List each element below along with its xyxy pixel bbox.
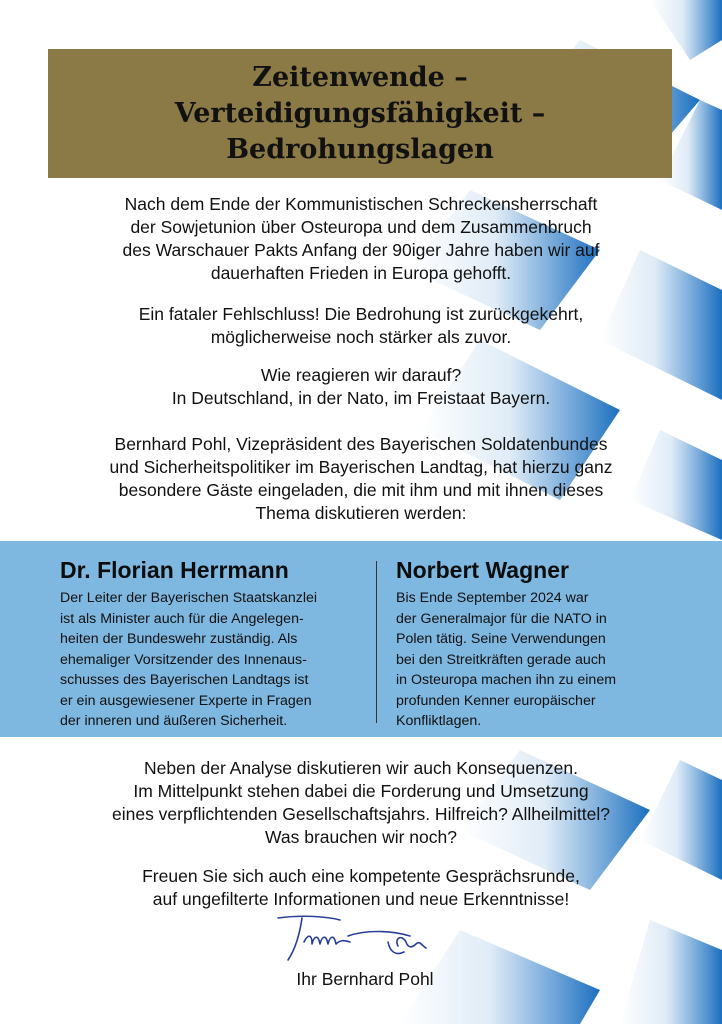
outro-paragraph-1	[40, 757, 682, 849]
bio-line: er ein ausgewiesener Experte in Fragen	[60, 692, 312, 709]
text-line: und Sicherheitspolitiker im Bayerischen Landtag, hat hierzu ganz	[109, 457, 613, 477]
text-line: dauerhaften Frieden in Europa gehofft.	[210, 263, 512, 283]
text-line: auf ungefilterte Informationen und neue Erkenntnisse!	[152, 889, 570, 909]
bio-line: Konfliktlagen.	[396, 713, 482, 729]
bio-line: der Generalmajor für die NATO in	[396, 610, 607, 627]
text-line: des Warschauer Pakts Anfang der 90iger Jahre haben wir auf	[122, 240, 600, 260]
intro-paragraph-2	[40, 303, 682, 349]
title-line: Zeitenwende –	[252, 61, 468, 93]
signoff: Ihr Bernhard Pohl	[296, 969, 434, 989]
guest-card	[396, 555, 696, 732]
text-line: Nach dem Ende der Kommunistischen Schreckensherrschaft	[124, 194, 598, 214]
text-line: besondere Gäste eingeladen, die mit ihm und mit ihnen dieses	[118, 480, 604, 500]
title-box	[48, 49, 672, 178]
text-line: Wie reagieren wir darauf?	[260, 365, 462, 385]
text-line: Thema diskutieren werden:	[255, 503, 467, 523]
text-line: Bernhard Pohl, Vizepräsident des Bayerischen Soldatenbundes	[114, 434, 608, 454]
column-divider	[376, 561, 377, 723]
title-line: Verteidigungsfähigkeit –	[174, 97, 546, 129]
signature-image	[270, 912, 440, 964]
guest-bio	[60, 588, 370, 732]
bio-line: Polen tätig. Seine Verwendungen	[396, 631, 606, 647]
intro-paragraph-1	[40, 193, 682, 285]
text-line: eines verpflichtenden Gesellschaftsjahrs. Hilfreich? Allheilmittel?	[111, 804, 610, 824]
bio-line: ehemaliger Vorsitzender des Innenaus-	[60, 651, 307, 668]
bio-line: in Osteuropa machen ihn zu einem	[396, 672, 617, 688]
intro-paragraph-3	[40, 364, 682, 410]
text-line: Was brauchen wir noch?	[265, 827, 457, 847]
title-line: Bedrohungslagen	[226, 133, 494, 165]
text-line: der Sowjetunion über Osteuropa und dem Zusammenbruch	[130, 217, 592, 237]
bio-line: ist als Minister auch für die Angelegen-	[60, 610, 304, 627]
guest-bio	[396, 588, 696, 732]
bio-line: bei den Streitkräften gerade auch	[396, 651, 606, 668]
guest-name: Dr. Florian Herrmann	[60, 557, 289, 583]
outro-paragraph-2	[40, 865, 682, 911]
guest-card	[60, 555, 370, 732]
text-line: möglicherweise noch stärker als zuvor.	[210, 327, 512, 347]
text-line: Freuen Sie sich auch eine kompetente Gesprächsrunde,	[142, 866, 580, 886]
text-line: In Deutschland, in der Nato, im Freistaat Bayern.	[171, 388, 551, 408]
bio-line: schusses des Bayerischen Landtags ist	[60, 672, 309, 688]
intro-paragraph-4	[40, 433, 682, 525]
text-line: Neben der Analyse diskutieren wir auch Konsequenzen.	[144, 758, 578, 778]
bio-line: der inneren und äußeren Sicherheit.	[60, 713, 288, 729]
bio-line: heiten der Bundeswehr zuständig. Als	[60, 631, 298, 647]
text-line: Im Mittelpunkt stehen dabei die Forderung und Umsetzung	[133, 781, 589, 801]
guests-band	[0, 541, 722, 737]
bio-line: Bis Ende September 2024 war	[396, 590, 589, 606]
text-line: Ein fataler Fehlschluss! Die Bedrohung ist zurückgekehrt,	[138, 304, 584, 324]
bio-line: profunden Kenner europäischer	[396, 692, 596, 709]
bio-line: Der Leiter der Bayerischen Staatskanzlei	[60, 590, 318, 606]
guest-name: Norbert Wagner	[396, 557, 569, 583]
